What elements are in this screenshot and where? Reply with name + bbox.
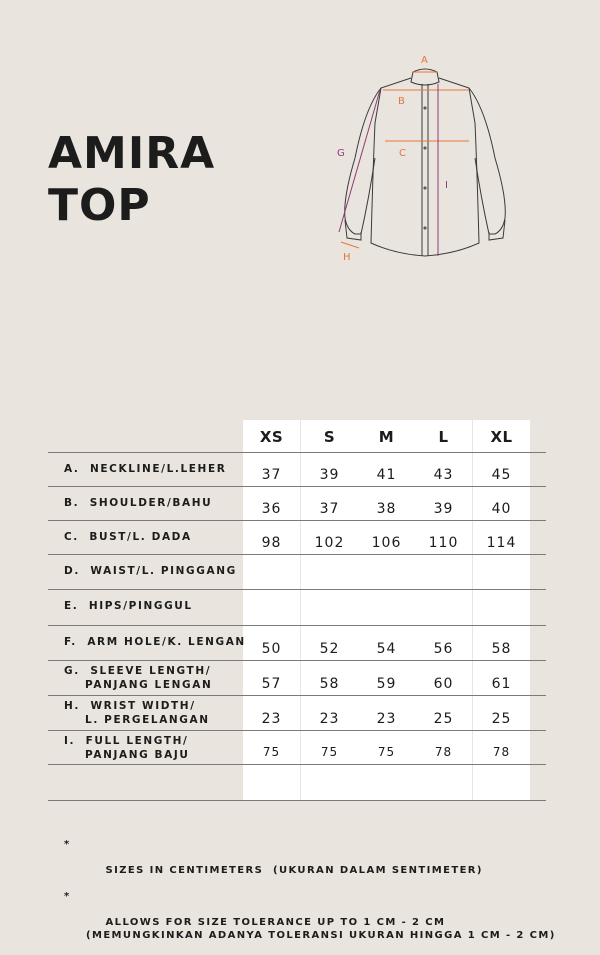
row-divider: [48, 520, 546, 521]
table-cell: 25: [491, 711, 512, 727]
row-label: G. SLEEVE LENGTH/ PANJANG LENGAN: [64, 665, 213, 691]
note-bullet: *: [64, 891, 71, 902]
row-divider: [48, 764, 546, 765]
table-cell: 39: [319, 467, 340, 483]
row-divider: [48, 695, 546, 696]
table-cell: 106: [371, 535, 402, 551]
row-divider: [48, 486, 546, 487]
table-cell: 114: [486, 535, 517, 551]
table-cell: 23: [376, 711, 397, 727]
diagram-label-h: H: [343, 252, 351, 263]
table-cell: 57: [261, 676, 282, 692]
table-cell: 37: [261, 467, 282, 483]
note-bullet: *: [64, 839, 71, 850]
table-cell: 78: [434, 745, 453, 759]
row-divider: [48, 625, 546, 626]
row-label: H. WRIST WIDTH/ L. PERGELANGAN: [64, 700, 210, 726]
size-header: S: [323, 428, 336, 446]
table-cell: 58: [491, 641, 512, 657]
table-cell: 58: [319, 676, 340, 692]
table-cell: 98: [261, 535, 282, 551]
note-item: [64, 838, 556, 890]
row-divider: [48, 800, 546, 801]
table-cell: 60: [433, 676, 454, 692]
table-cell: 43: [433, 467, 454, 483]
table-cell: 75: [262, 745, 281, 759]
garment-measurement-diagram: [325, 48, 525, 270]
table-cell: 25: [433, 711, 454, 727]
diagram-label-g: G: [337, 148, 345, 159]
row-label: F. ARM HOLE/K. LENGAN: [64, 636, 246, 648]
table-cell: 110: [428, 535, 459, 551]
table-cell: 52: [319, 641, 340, 657]
row-label: B. SHOULDER/BAHU: [64, 497, 213, 509]
table-cell: 59: [376, 676, 397, 692]
table-cell: 50: [261, 641, 282, 657]
title-line-2: TOP: [48, 180, 151, 231]
diagram-label-a: A: [421, 55, 428, 66]
row-label: A. NECKLINE/L.LEHER: [64, 463, 227, 475]
size-header: XL: [490, 428, 513, 446]
table-cell: 38: [376, 501, 397, 517]
row-label: D. WAIST/L. PINGGANG: [64, 565, 237, 577]
table-cell: 37: [319, 501, 340, 517]
row-label: C. BUST/L. DADA: [64, 531, 192, 543]
table-cell: 78: [492, 745, 511, 759]
title-line-1: AMIRA: [48, 128, 216, 179]
table-cell: 102: [314, 535, 345, 551]
table-cell: 61: [491, 676, 512, 692]
table-cell: 41: [376, 467, 397, 483]
diagram-label-i: I: [445, 180, 448, 191]
table-cell: 23: [319, 711, 340, 727]
table-cell: 36: [261, 501, 282, 517]
row-divider: [48, 554, 546, 555]
table-cell: 75: [377, 745, 396, 759]
note-text: SIZES IN CENTIMETERS (UKURAN DALAM SENTIMETER): [105, 865, 483, 876]
table-cell: 39: [433, 501, 454, 517]
table-cell: 54: [376, 641, 397, 657]
page-title: [48, 128, 215, 232]
table-cell: 56: [433, 641, 454, 657]
table-cell: 23: [261, 711, 282, 727]
size-header: L: [438, 428, 449, 446]
table-cell: 45: [491, 467, 512, 483]
table-cell: 75: [320, 745, 339, 759]
row-label: I. FULL LENGTH/ PANJANG BAJU: [64, 735, 190, 761]
row-divider: [48, 660, 546, 661]
note-text: ALLOWS FOR SIZE TOLERANCE UP TO 1 CM - 2 CM (MEMUNGKINKAN ADANYA TOLERANSI UKURAN HINGGA 1 CM - 2 CM): [86, 917, 556, 941]
row-divider: [48, 589, 546, 590]
diagram-label-c: C: [399, 148, 406, 159]
size-header: XS: [259, 428, 284, 446]
row-divider: [48, 452, 546, 453]
diagram-label-b: B: [398, 96, 405, 107]
notes: [64, 838, 556, 955]
row-label: E. HIPS/PINGGUL: [64, 600, 193, 612]
table-cell: 40: [491, 501, 512, 517]
row-divider: [48, 730, 546, 731]
size-header: M: [378, 428, 395, 446]
